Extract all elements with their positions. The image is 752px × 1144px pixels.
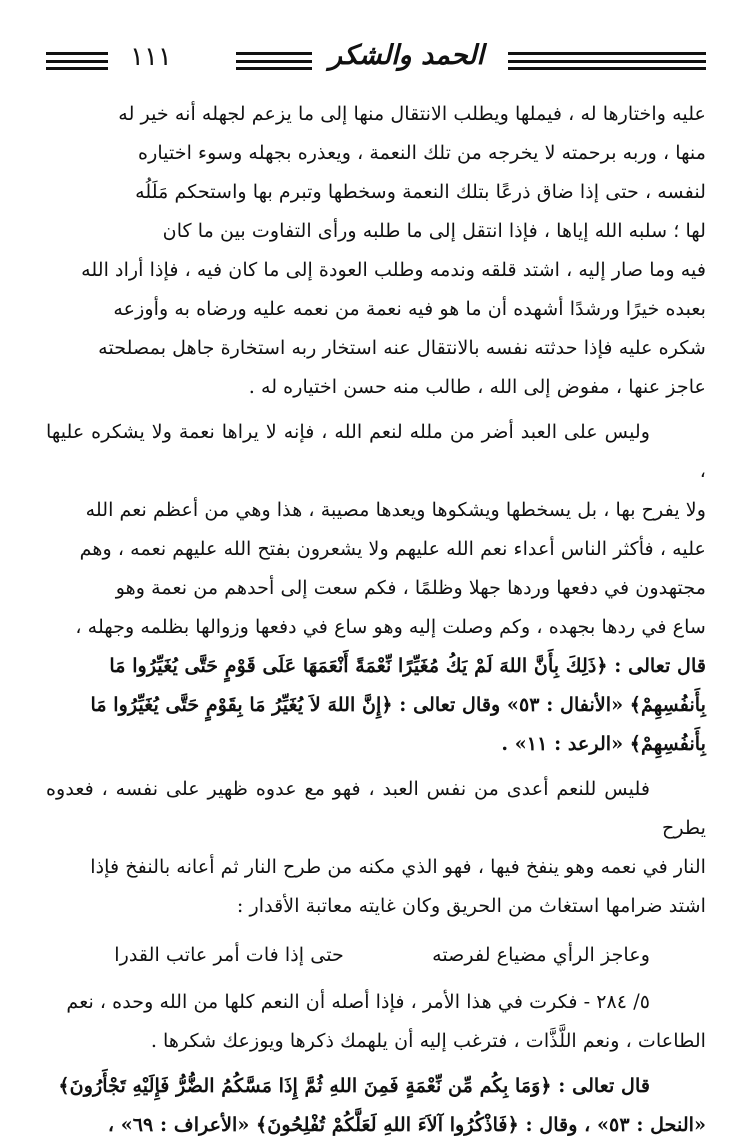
paragraph-1 xyxy=(46,94,706,406)
poem-first-hemistich: وعاجز الرأي مضياع لفرصته xyxy=(432,943,650,966)
paragraph-5 xyxy=(46,1066,706,1144)
header-rule-left xyxy=(46,52,108,70)
text-line: ٥/ ٢٨٤ - فكرت في هذا الأمر ، فإذا أصله أن النعم كلها من الله وحده ، نعم xyxy=(66,990,650,1013)
text-line: لها ؛ سلبه الله إياها ، فإذا انتقل إلى ما طلبه ورأى التفاوت بين ما كان xyxy=(162,219,706,242)
poem-second-hemistich: حتى إذا فات أمر عاتب القدرا xyxy=(114,943,344,966)
text-line: بعبده خيرًا ورشدًا أشهده أن ما هو فيه نعمة من نعمه عليه ورضاه به وأوزعه xyxy=(113,297,706,320)
text-line: ساع في ردها بجهده ، وكم وصلت إليه وهو ساع في دفعها وزوالها بظلمه وجهله ، xyxy=(75,615,706,638)
paragraph-3 xyxy=(46,769,706,925)
text-line: مجتهدون في دفعها وردها جهلا وظلمًا ، فكم سعت إلى أحدهم من نعمة وهو xyxy=(115,576,706,599)
page-body-continued xyxy=(46,982,706,1144)
quran-verse-line: «النحل : ٥٣» ، وقال : ﴿فَاذْكُرُوا آلاَءَ اللهِ لَعَلَّكُمْ تُفْلِحُونَ﴾ «الأعراف : ٦٩» ، xyxy=(107,1113,706,1136)
page-number: ١١١ xyxy=(130,42,172,72)
text-line: شكره عليه فإذا حدثته نفسه بالانتقال عنه استخار ربه استخارة جاهل بمصلحته xyxy=(98,336,706,359)
text-line: فليس للنعم أعدى من نفس العبد ، فهو مع عدوه ظهير على نفسه ، فعدوه يطرح xyxy=(46,777,706,839)
text-line: فيه وما صار إليه ، اشتد قلقه وندمه وطلب العودة إلى ما كان فيه ، فإذا أراد الله xyxy=(81,258,706,281)
page-body xyxy=(46,94,706,925)
running-title: الحمد والشكر xyxy=(329,40,484,71)
text-line: ولا يفرح بها ، بل يسخطها ويشكوها ويعدها مصيبة ، هذا وهي من أعظم نعم الله xyxy=(85,498,706,521)
text-line: الطاعات ، ونعم اللَّذَّات ، فترغب إليه أن يلهمك ذكرها ويوزعك شكرها . xyxy=(150,1029,706,1052)
paragraph-2 xyxy=(46,412,706,763)
quran-verse-line: قال تعالى : ﴿وَمَا بِكُم مِّن نِّعْمَةٍ فَمِنَ اللهِ ثُمَّ إِذَا مَسَّكُمُ الضُّرُّ فَإِلَيْهِ تَجْأَرُونَ﴾ xyxy=(58,1074,650,1097)
quran-verse-line: قال تعالى : ﴿ذَلِكَ بِأَنَّ اللهَ لَمْ يَكُ مُغَيِّرًا نِّعْمَةً أَنْعَمَهَا عَلَى قَوْمٍ حَتَّى يُغَيِّرُوا مَا xyxy=(109,654,706,677)
header-rule-right xyxy=(508,52,706,70)
text-line: عليه ، فأكثر الناس أعداء نعم الله عليهم ولا يشعرون بفتح الله عليهم نعمه ، وهم xyxy=(79,537,706,560)
quran-verse-line: بِأَنفُسِهِمْ﴾ «الرعد : ١١» . xyxy=(501,732,706,755)
running-header xyxy=(46,30,706,94)
text-line: عليه واختارها له ، فيملها ويطلب الانتقال منها إلى ما يزعم لجهله أنه خير له xyxy=(118,102,706,125)
text-line: عاجز عنها ، مفوض إلى الله ، طالب منه حسن اختياره له . xyxy=(248,375,706,398)
text-line: اشتد ضرامها استغاث من الحريق وكان غايته معاتبة الأقدار : xyxy=(236,894,706,917)
quran-verse-line: بِأَنفُسِهِمْ﴾ «الأنفال : ٥٣» وقال تعالى : ﴿إِنَّ اللهَ لاَ يُغَيِّرُ مَا بِقَوْمٍ حَتَّى يُغَيِّرُوا مَا xyxy=(90,693,706,716)
header-rule-middle xyxy=(236,52,312,70)
text-line: النار في نعمه وهو ينفخ فيها ، فهو الذي مكنه من طرح النار ثم أعانه بالنفخ فإذا xyxy=(90,855,706,878)
text-line: لنفسه ، حتى إذا ضاق ذرعًا بتلك النعمة وسخطها وتبرم بها واستحكم مَلَلُه xyxy=(135,180,706,203)
paragraph-4 xyxy=(46,982,706,1060)
text-line: وليس على العبد أضر من ملله لنعم الله ، فإنه لا يراها نعمة ولا يشكره عليها ، xyxy=(46,420,706,482)
text-line: منها ، وربه برحمته لا يخرجه من تلك النعمة ، ويعذره بجهله وسوء اختياره xyxy=(138,141,706,164)
poem-verse xyxy=(46,935,706,974)
